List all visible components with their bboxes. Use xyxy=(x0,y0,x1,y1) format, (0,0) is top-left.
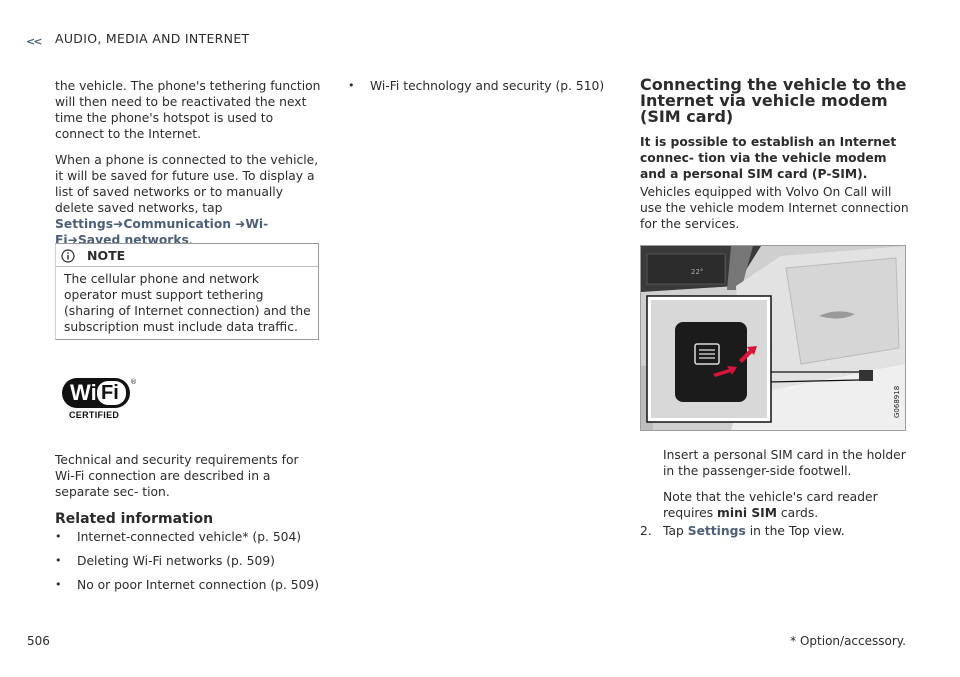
footnote: * Option/accessory. xyxy=(790,634,906,648)
related-heading: Related information xyxy=(55,511,214,527)
section-title: AUDIO, MEDIA AND INTERNET xyxy=(55,31,250,46)
related-list-continued xyxy=(348,78,608,102)
paragraph-text: When a phone is connected to the vehicle, it will be saved for future use. To display a list of saved networks or to manually delete saved networks, tap xyxy=(55,153,319,215)
note-header xyxy=(56,244,318,267)
settings-link[interactable]: Settings xyxy=(687,524,746,538)
step-2-number: 2. xyxy=(640,524,652,538)
column-left xyxy=(55,78,321,248)
paragraph: Vehicles equipped with Volvo On Call will use the vehicle modem Internet connection for the services. xyxy=(640,185,909,231)
saved-networks-link[interactable]: Saved networks xyxy=(77,233,189,247)
wifi-logo-registered: ® xyxy=(130,378,137,386)
step-2-text: Tap xyxy=(663,524,688,538)
note-box xyxy=(55,243,319,340)
paragraph: Technical and security requirements for Wi-Fi connection are described in a separate sec- tion. xyxy=(55,453,299,499)
arrow-icon: ➜ xyxy=(235,217,246,231)
related-link[interactable]: • No or poor Internet connection (p. 509) xyxy=(55,577,321,593)
note-text: The cellular phone and network operator must support tethering (sharing of Internet connection) and the subscription must include data traffic. xyxy=(64,272,311,334)
related-link[interactable]: • Wi-Fi technology and security (p. 510) xyxy=(348,78,608,94)
paragraph-saved-networks xyxy=(55,152,321,248)
paragraph: the vehicle. The phone's tethering function will then need to be reactivated the next time the phone's hotspot is used to connect to the Internet. xyxy=(55,79,321,141)
wifi-logo-wi: Wi xyxy=(70,380,97,405)
step-1-note-text: Note that the vehicle's card reader requires xyxy=(663,490,878,520)
mini-sim-term: mini SIM xyxy=(717,506,777,520)
step-1-note xyxy=(663,489,911,521)
page-number: 506 xyxy=(27,634,50,648)
screen-temperature: 22° xyxy=(691,268,704,276)
column-left-lower xyxy=(55,452,321,601)
communication-link[interactable]: Communication xyxy=(123,217,232,231)
step-1-text: Insert a personal SIM card in the holder in the passenger-side footwell. xyxy=(663,448,906,478)
wifi-certified-logo xyxy=(62,378,138,424)
info-icon xyxy=(61,249,75,263)
wifi-link[interactable]: Wi-Fi xyxy=(55,217,269,247)
step-1 xyxy=(663,447,911,521)
note-title: NOTE xyxy=(87,248,126,263)
arrow-icon: ➜ xyxy=(113,217,124,231)
arrow-icon: ➜ xyxy=(67,233,78,247)
wifi-logo-certified: CERTIFIED xyxy=(69,410,120,420)
figure-code: G068918 xyxy=(893,385,901,418)
wifi-logo-badge xyxy=(62,378,130,408)
related-list xyxy=(55,529,321,593)
step-1-note-end: cards. xyxy=(777,506,819,520)
section-heading: Connecting the vehicle to the Internet via vehicle modem (SIM card) xyxy=(640,75,907,126)
step-2-text-end: in the Top view. xyxy=(745,524,845,538)
period: . xyxy=(188,233,193,247)
intro-text: It is possible to establish an Internet connec- tion via the vehicle modem and a personal SIM card (P-SIM). xyxy=(640,135,897,181)
step-2 xyxy=(663,523,911,539)
related-link[interactable]: • Deleting Wi-Fi networks (p. 509) xyxy=(55,553,321,569)
column-right xyxy=(640,77,910,258)
back-marker[interactable]: << xyxy=(26,35,41,48)
related-link[interactable]: • Internet-connected vehicle* (p. 504) xyxy=(55,529,321,545)
wifi-logo-fi-box xyxy=(97,381,126,405)
settings-link[interactable]: Settings xyxy=(55,217,114,231)
car-interior-illustration xyxy=(641,246,905,430)
figure-sim-holder xyxy=(640,245,906,431)
wifi-logo-fi: Fi xyxy=(101,382,119,404)
